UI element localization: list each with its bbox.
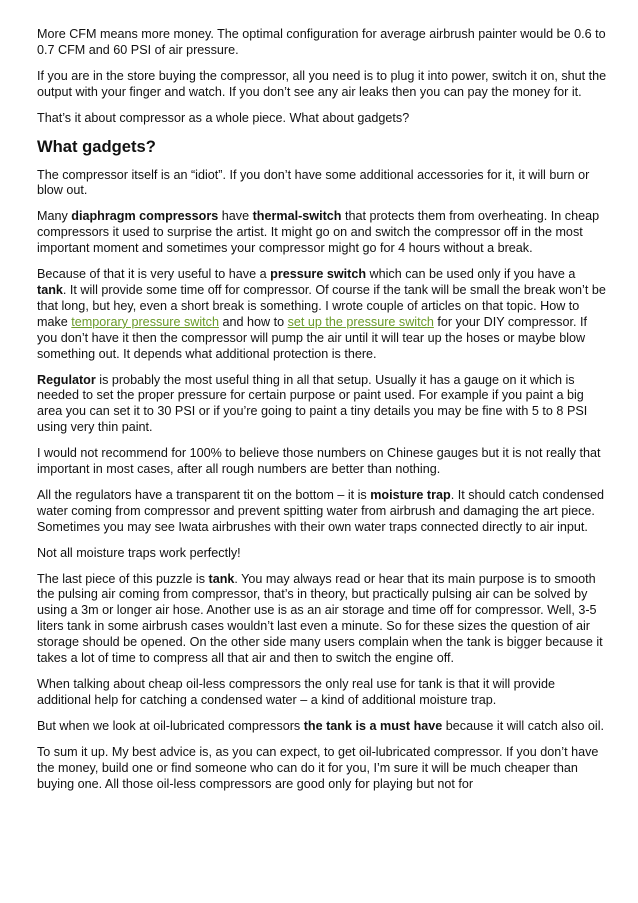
- paragraph-moisture-trap: [37, 488, 608, 536]
- paragraph-pressure-switch: [37, 267, 608, 362]
- paragraph-store-test: If you are in the store buying the compressor, all you need is to plug it into power, switch it on, shut the output with your finger and watch. If you don’t see any air leaks then you can pay the money for it.: [37, 68, 607, 99]
- paragraph-idiot: The compressor itself is an “idiot”. If you don’t have some additional accessories for it, it will burn or blow out.: [37, 167, 590, 198]
- paragraph-oil-lubricated: [37, 719, 608, 735]
- text-run: All the regulators have a transparent tit on the bottom – it is: [37, 487, 371, 502]
- bold-term-pressure-switch: pressure switch: [270, 267, 367, 282]
- text-run: Many: [37, 209, 72, 224]
- text-run: . It should catch condensed water coming from compressor and prevent spitting water from airbrush and damaging the art piece. Sometimes you may see Iwata airbrushes with their own water traps connected directly to air input.: [37, 487, 605, 534]
- bold-term-regulator: Regulator: [37, 372, 96, 387]
- text-run: have: [218, 209, 253, 224]
- text-run: . You may always read or hear that its main purpose is to smooth the pulsing air coming from compressor, that’s in theory, but practically pulsing air can be solved by using a 3m or longer air hose. Another use is as an air storage and time off for compressor. Well, 3-5 liters tank in some airbrush cases wouldn’t last even a minute. So for these sizes the question of air storage should be opened. On the other side many users complain when the tank is bigger because it takes a lot of time to compress all that air and then to switch the engine off.: [37, 571, 603, 666]
- paragraph-gadgets-intro: That’s it about compressor as a whole piece. What about gadgets?: [37, 110, 410, 125]
- paragraph-thermal-switch: [37, 209, 608, 257]
- paragraph-moisture-warning: Not all moisture traps work perfectly!: [37, 545, 241, 560]
- bold-term-moisture-trap: moisture trap: [370, 487, 451, 502]
- bold-term-tank-piece: tank: [208, 571, 235, 586]
- text-run: and how to: [218, 314, 288, 329]
- paragraph-cfm: More CFM means more money. The optimal configuration for average airbrush painter would be 0.6 to 0.7 CFM and 60 PSI of air pressure.: [37, 27, 606, 57]
- text-run: But when we look at oil-lubricated compressors: [37, 718, 304, 733]
- bold-term-thermal-switch: thermal-switch: [252, 209, 342, 224]
- text-run: for your DIY compressor. If you don’t have it then the compressor will pump the air until it will tear up the hoses or maybe blow something out. It depends what additional protection is there.: [37, 314, 587, 361]
- text-run: that protects them from overheating. In cheap compressors it used to surprise the artist. It might go on and switch the compressor off in the most important moment and sometimes your compressor might go for 4 hours without a break.: [37, 209, 600, 256]
- bold-term-must-have: the tank is a must have: [303, 718, 443, 733]
- paragraph-regulator: [37, 373, 608, 437]
- text-run: which can be used only if you have a: [366, 267, 576, 282]
- paragraph-gauges: I would not recommend for 100% to believe those numbers on Chinese gauges but it is not really that important in most cases, after all rough numbers are better than nothing.: [37, 446, 601, 477]
- link-temporary-pressure-switch[interactable]: temporary pressure switch: [71, 314, 219, 329]
- bold-term-tank: tank: [37, 282, 63, 297]
- paragraph-summary: To sum it up. My best advice is, as you can expect, to get oil-lubricated compressor. If you don’t have the money, build one or find someone who can do it for you, I’m sure it will be much cheaper than buying one. All those oil-less compressors are good only for playing but not for: [37, 744, 599, 791]
- text-run: . It will provide some time off for compressor. Of course if the tank will be small the break won’t be that long, but hey, even a short break is something. I wrote couple of articles on that topic. How to make: [37, 282, 606, 329]
- link-set-up-pressure-switch[interactable]: set up the pressure switch: [287, 314, 434, 329]
- text-run: Because of that it is very useful to have a: [37, 267, 271, 282]
- section-heading: What gadgets?: [37, 136, 156, 156]
- text-run: because it will catch also oil.: [442, 718, 604, 733]
- bold-term-diaphragm: diaphragm compressors: [71, 209, 219, 224]
- text-run: is probably the most useful thing in all that setup. Usually it has a gauge on it which is needed to set the proper pressure for certain purpose or paint used. For example if you paint a big area you can set it to 30 PSI or if you’re going to paint a tiny details you may be fine with 5 to 8 PSI using very thin paint.: [37, 372, 588, 435]
- text-run: The last piece of this puzzle is: [37, 571, 209, 586]
- paragraph-tank: [37, 572, 608, 667]
- paragraph-oil-less: When talking about cheap oil-less compressors the only real use for tank is that it will provide additional help for catching a condensed water – a kind of additional moisture trap.: [37, 677, 555, 707]
